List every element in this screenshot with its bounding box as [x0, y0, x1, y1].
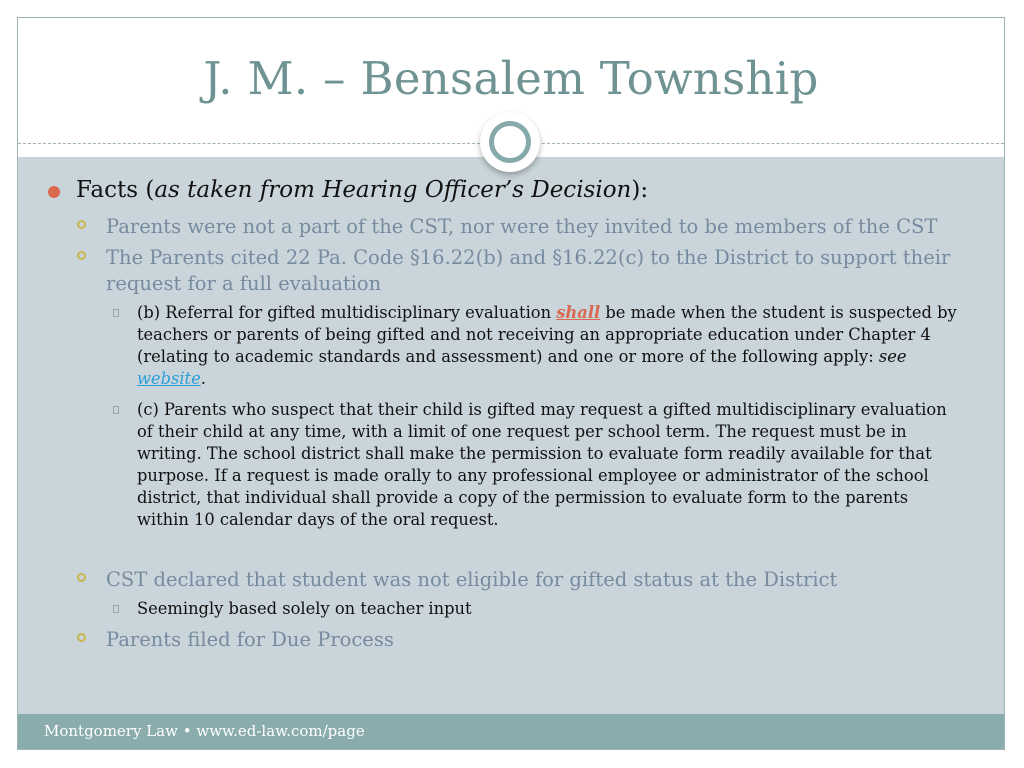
- shall-emphasis: shall: [556, 303, 601, 322]
- facts-italic: as taken from Hearing Officer’s Decision: [154, 177, 632, 203]
- bullet-dot-icon: [48, 186, 60, 198]
- slide: [17, 17, 1005, 750]
- facts-heading: [76, 177, 648, 203]
- quote-subsection-c: (c) Parents who suspect that their child is gifted may request a gifted multidisciplinary evaluation of their child at any time, with a limit of one request per school term. The request must be in writing. The school district shall make the permission to evaluate form readily available for that purpose. If a request is made orally to any professional employee or administrator of the school district, that individual shall provide a copy of the permission to evaluate form to the parents within 10 calendar days of the oral request.: [137, 400, 947, 529]
- slide-title: J. M. – Bensalem Township: [203, 52, 819, 105]
- square-bullet-icon: [113, 406, 119, 414]
- circle-ornament-icon: [480, 112, 540, 172]
- quote-subsection-b: [137, 302, 957, 390]
- ring-bullet-icon: [77, 573, 86, 582]
- ring-bullet-icon: [77, 251, 86, 260]
- facts-suffix: ):: [631, 177, 649, 203]
- square-bullet-icon: [113, 605, 119, 613]
- sub-bullet-due-process: Parents filed for Due Process: [106, 628, 394, 651]
- sub-bullet-cst-membership: Parents were not a part of the CST, nor were they invited to be members of the CST: [106, 215, 938, 238]
- see-italic: see: [878, 347, 907, 366]
- sub-bullet-pa-code: The Parents cited 22 Pa. Code §16.22(b) and §16.22(c) to the District to support their request for a full evaluation: [106, 246, 951, 295]
- ring-bullet-icon: [77, 633, 86, 642]
- teacher-input-detail: Seemingly based solely on teacher input: [137, 599, 472, 618]
- footer-bar: [18, 714, 1004, 749]
- facts-prefix: Facts (: [76, 177, 155, 203]
- ring-bullet-icon: [77, 220, 86, 229]
- quote-b-end: .: [200, 369, 206, 388]
- quote-b-text-1: (b) Referral for gifted multidisciplinary evaluation: [137, 303, 557, 322]
- website-link[interactable]: website: [137, 369, 201, 388]
- content-area: [18, 157, 1004, 716]
- circle-ornament-inner: [489, 121, 531, 163]
- footer-text: Montgomery Law • www.ed-law.com/page: [44, 722, 365, 740]
- quote-b-text-2: be made when the student is suspected by teachers or parents of being gifted and not receiving an appropriate education under Chapter 4 (relating to academic standards and assessment) and one or more of the following apply:: [137, 303, 957, 366]
- sub-bullet-cst-declared: CST declared that student was not eligible for gifted status at the District: [106, 568, 838, 591]
- square-bullet-icon: [113, 309, 119, 317]
